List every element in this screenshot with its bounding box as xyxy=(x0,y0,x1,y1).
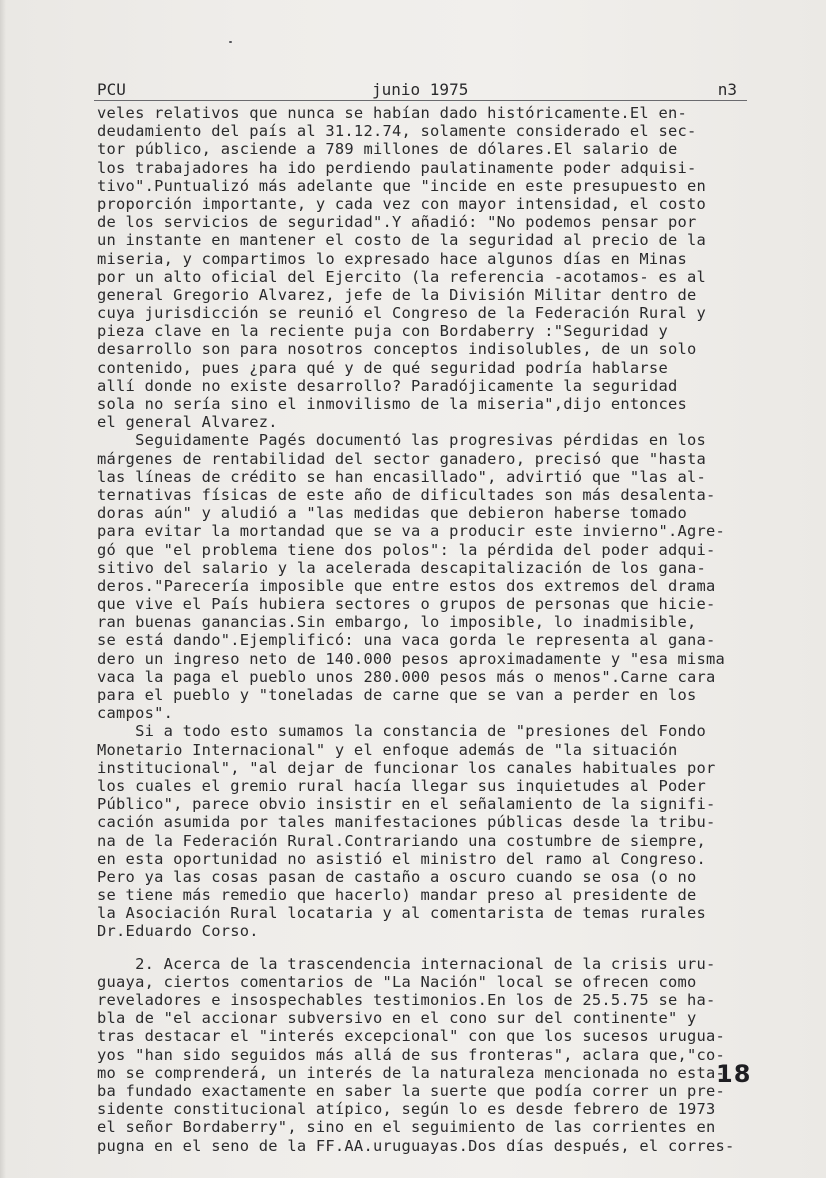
text-line: bla de "el accionar subversivo en el cono sur del continente" y xyxy=(97,1009,697,1028)
text-line: se tiene más remedio que hacerlo) mandar preso al presidente de xyxy=(97,886,697,905)
text-line: por un alto oficial del Ejercito (la referencia -acotamos- es al xyxy=(97,267,707,286)
text-line: tivo".Puntualizó más adelante que "incide en este presupuesto en xyxy=(97,176,707,195)
text-line: ternativas físicas de este año de dificultades son más desalenta- xyxy=(97,485,716,504)
header-rule xyxy=(94,100,747,101)
text-line: sitivo del salario y la acelerada descapitalización de los gana- xyxy=(97,558,707,577)
text-line xyxy=(97,941,767,955)
text-line: el señor Bordaberry", sino en el seguimiento de las corrientes en xyxy=(97,1118,716,1137)
text-line: cuya jurisdicción se reunió el Congreso de la Federación Rural y xyxy=(97,304,707,323)
text-line: de los servicios de seguridad".Y añadió: "No podemos pensar por xyxy=(97,213,697,232)
text-line: un instante en mantener el costo de la seguridad al precio de la xyxy=(97,231,707,250)
text-line: campos". xyxy=(97,704,174,723)
text-line: márgenes de rentabilidad del sector ganadero, precisó que "hasta xyxy=(97,449,707,468)
text-line: que vive el País hubiera sectores o grupos de personas que hicie- xyxy=(97,595,716,614)
text-line: guaya, ciertos comentarios de "La Nación" local se ofrecen como xyxy=(97,972,697,991)
text-line: deros."Parecería imposible que entre estos dos extremos del drama xyxy=(97,576,716,595)
text-line: cación asumida por tales manifestaciones públicas desde la tribu- xyxy=(97,813,716,832)
text-line: para evitar la mortandad que se va a producir este invierno".Agre- xyxy=(97,522,726,541)
text-line: los trabajadores ha ido perdiendo paulatinamente poder adquisi- xyxy=(97,158,697,177)
text-line: Si a todo esto sumamos la constancia de "presiones del Fondo xyxy=(97,722,707,741)
text-line: Público", parece obvio insistir en el señalamiento de la signifi- xyxy=(97,795,716,814)
text-line: se está dando".Ejemplificó: una vaca gorda le representa al gana- xyxy=(97,631,716,650)
header-publication: PCU xyxy=(97,80,126,99)
text-line: la Asociación Rural locataria y al comentarista de temas rurales xyxy=(97,904,707,923)
text-line: general Gregorio Alvarez, jefe de la División Militar dentro de xyxy=(97,285,697,304)
text-line: gó que "el problema tiene dos polos": la pérdida del poder adqui- xyxy=(97,540,716,559)
text-line: miseria, y compartimos lo expresado hace algunos días en Minas xyxy=(97,249,687,268)
text-line: mo se comprenderá, un interés de la naturaleza mencionada no esta- xyxy=(97,1063,726,1082)
text-line: yos "han sido seguidos más allá de sus fronteras", aclara que,"co- xyxy=(97,1045,726,1064)
text-line: contenido, pues ¿para qué y de qué seguridad podría hablarse xyxy=(97,358,668,377)
text-line: proporción importante, y cada vez con mayor intensidad, el costo xyxy=(97,194,707,213)
ink-speck xyxy=(229,41,232,43)
text-line: Pero ya las cosas pasan de castaño a oscuro cuando se osa (o no xyxy=(97,867,697,886)
header-date: junio 1975 xyxy=(372,80,469,99)
text-line: Dr.Eduardo Corso. xyxy=(97,922,259,941)
text-line: pugna en el seno de la FF.AA.uruguayas.Dos días después, el corres- xyxy=(97,1136,735,1155)
text-line: los cuales el gremio rural hacía llegar sus inquietudes al Poder xyxy=(97,776,707,795)
text-line: deudamiento del país al 31.12.74, solamente considerado el sec- xyxy=(97,122,697,141)
header-issue-number: n3 xyxy=(717,80,737,99)
page-edge-shadow xyxy=(0,0,6,1178)
text-line: ba fundado exactamente en saber la suerte que podía correr un pre- xyxy=(97,1081,726,1100)
text-line: sidente constitucional atípico, según lo es desde febrero de 1973 xyxy=(97,1100,716,1119)
text-line: reveladores e insospechables testimonios.En los de 25.5.75 se ha- xyxy=(97,991,716,1009)
page-number: 18 xyxy=(716,1060,752,1088)
text-line: ran buenas ganancias.Sin embargo, lo imposible, lo inadmisible, xyxy=(97,613,697,632)
text-line: vaca la paga el pueblo unos 280.000 pesos más o menos".Carne cara xyxy=(97,667,716,686)
text-line: Seguidamente Pagés documentó las progresivas pérdidas en los xyxy=(97,431,707,450)
text-line: desarrollo son para nosotros conceptos indisolubles, de un solo xyxy=(97,340,697,359)
text-line: tor público, asciende a 789 millones de dólares.El salario de xyxy=(97,140,678,159)
text-line: allí donde no existe desarrollo? Paradójicamente la seguridad xyxy=(97,376,678,395)
text-line: el general Alvarez. xyxy=(97,413,278,432)
text-line: sola no sería sino el inmovilismo de la miseria",dijo entonces xyxy=(97,395,687,413)
text-line: doras aún" y aludió a "las medidas que debieron haberse tomado xyxy=(97,504,687,523)
text-line: las líneas de crédito se han encasillado", advirtió que "las al- xyxy=(97,467,707,486)
text-line: Monetario Internacional" y el enfoque además de "la situación xyxy=(97,740,678,759)
article-body xyxy=(97,104,767,1155)
text-line: pieza clave en la reciente puja con Bordaberry :"Seguridad y xyxy=(97,322,668,341)
text-line: 2. Acerca de la trascendencia internacional de la crisis uru- xyxy=(97,954,716,973)
text-line: dero un ingreso neto de 140.000 pesos aproximadamente y "esa misma xyxy=(97,649,726,668)
text-line: para el pueblo y "toneladas de carne que se van a perder en los xyxy=(97,686,697,704)
text-line: institucional", "al dejar de funcionar los canales habituales por xyxy=(97,758,716,777)
text-line: veles relativos que nunca se habían dado históricamente.El en- xyxy=(97,104,687,122)
text-line: na de la Federación Rural.Contrariando una costumbre de siempre, xyxy=(97,831,707,850)
text-line: en esta oportunidad no asistió el ministro del ramo al Congreso. xyxy=(97,849,707,868)
text-line: tras destacar el "interés excepcional" con que los sucesos urugua- xyxy=(97,1027,726,1046)
